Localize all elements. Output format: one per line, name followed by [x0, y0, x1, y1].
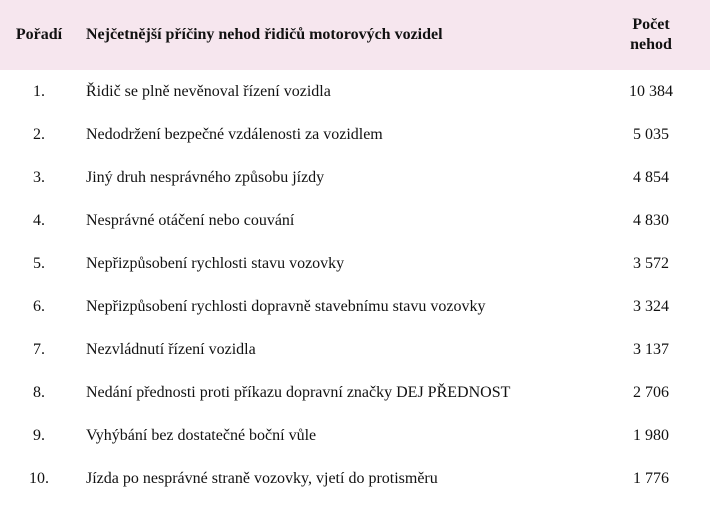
rank-cell: 9.	[33, 426, 45, 444]
rank-cell: 1.	[33, 82, 45, 100]
count-cell: 4 854	[633, 168, 669, 186]
count-cell: 10 384	[629, 82, 673, 100]
rank-cell: 7.	[33, 340, 45, 358]
table-row	[0, 371, 710, 414]
rank-cell: 6.	[33, 297, 45, 315]
table-row	[0, 328, 710, 371]
cause-cell: Vyhýbání bez dostatečné boční vůle	[86, 426, 317, 444]
header-rank: Pořadí	[15, 26, 63, 43]
table-row	[0, 156, 710, 199]
rank-cell: 3.	[33, 168, 45, 186]
rank-cell: 2.	[33, 125, 45, 143]
table-row	[0, 414, 710, 457]
rank-cell: 5.	[33, 254, 45, 272]
cause-cell: Jízda po nesprávné straně vozovky, vjetí do protisměru	[86, 469, 438, 487]
header-count-line1: Počet	[632, 16, 670, 33]
header-count-line2: nehod	[630, 36, 672, 53]
table-row	[0, 242, 710, 285]
table-row	[0, 457, 710, 500]
table-row	[0, 199, 710, 242]
cause-cell: Nedání přednosti proti příkazu dopravní značky DEJ PŘEDNOST	[86, 383, 511, 401]
cause-cell: Nezvládnutí řízení vozidla	[86, 340, 256, 358]
cause-cell: Řidič se plně nevěnoval řízení vozidla	[86, 82, 331, 100]
rank-cell: 10.	[29, 469, 49, 487]
count-cell: 1 980	[633, 426, 669, 444]
header-count	[600, 0, 710, 70]
table-row	[0, 113, 710, 156]
table-row	[0, 285, 710, 328]
rank-cell: 8.	[33, 383, 45, 401]
table-body	[0, 70, 710, 500]
cause-cell: Nesprávné otáčení nebo couvání	[86, 211, 295, 229]
cause-cell: Nepřizpůsobení rychlosti stavu vozovky	[86, 254, 345, 272]
count-cell: 5 035	[633, 125, 669, 143]
count-cell: 3 572	[633, 254, 669, 272]
count-cell: 2 706	[633, 383, 669, 401]
cause-cell: Nepřizpůsobení rychlosti dopravně stavebnímu stavu vozovky	[86, 297, 486, 315]
cause-cell: Jiný druh nesprávného způsobu jízdy	[86, 168, 325, 186]
count-cell: 1 776	[633, 469, 669, 487]
count-cell: 3 137	[633, 340, 669, 358]
table-header	[0, 0, 710, 70]
table-row	[0, 70, 710, 113]
cause-cell: Nedodržení bezpečné vzdálenosti za vozidlem	[86, 125, 383, 143]
rank-cell: 4.	[33, 211, 45, 229]
header-cause: Nejčetnější příčiny nehod řidičů motorových vozidel	[86, 26, 443, 43]
header-row	[0, 0, 710, 70]
count-cell: 4 830	[633, 211, 669, 229]
count-cell: 3 324	[633, 297, 669, 315]
